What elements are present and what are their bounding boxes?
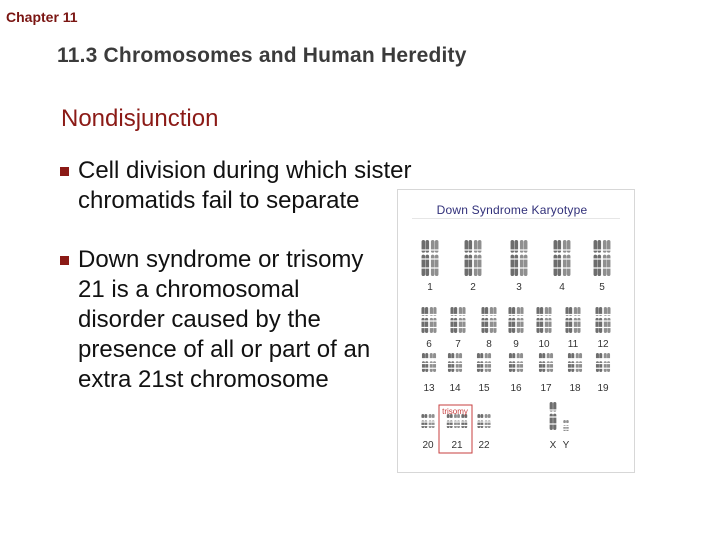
chromosome (568, 353, 575, 372)
trisomy-label: trisomy (442, 407, 468, 416)
karyotype-label-13: 13 (423, 383, 435, 394)
chromosome (477, 414, 484, 428)
chromosome (446, 414, 453, 428)
chromosome-pair-9 (508, 307, 524, 333)
chromosome (602, 240, 611, 276)
chromosome (450, 307, 458, 333)
chromosome (562, 240, 571, 276)
karyotype-label-9: 9 (513, 339, 519, 350)
karyotype-label-19: 19 (597, 383, 609, 394)
chromosome (575, 353, 582, 372)
chromosome-pair-17 (539, 353, 554, 372)
chromosome-pair-22 (477, 414, 491, 428)
karyotype-label-7: 7 (455, 339, 461, 350)
slide-title: 11.3 Chromosomes and Human Heredity (57, 44, 467, 67)
slide-subtitle: Nondisjunction (61, 105, 219, 132)
karyotype-label-6: 6 (426, 339, 432, 350)
chromosome (481, 307, 489, 333)
chromosome (448, 353, 455, 372)
chromosome (421, 240, 430, 276)
karyotype-label-16: 16 (510, 383, 522, 394)
chromosome (508, 307, 516, 333)
chromosome (484, 414, 491, 428)
bullet-nondisjunction (60, 156, 420, 216)
chromosome (565, 307, 573, 333)
karyotype-label-Y: Y (562, 440, 570, 451)
chromosome-pair-11 (565, 307, 581, 333)
chromosome (536, 307, 544, 333)
chromosome (509, 353, 516, 372)
karyotype-label-3: 3 (516, 282, 522, 293)
chromosome (519, 240, 528, 276)
karyotype-label-5: 5 (599, 282, 605, 293)
karyotype-label-4: 4 (559, 282, 565, 293)
chromosome (421, 414, 428, 428)
bullet-text: Down syndrome or trisomy 21 is a chromosomal disorder caused by the presence of all or part of an extra 21st chromosome (78, 246, 371, 393)
karyotype-label-8: 8 (486, 339, 492, 350)
karyotype-label-22: 22 (478, 440, 490, 451)
bullet-text: Cell division during which sister chromatids fail to separate (78, 157, 412, 214)
karyotype-figure (397, 189, 635, 473)
chromosome (458, 307, 466, 333)
chromosome (454, 414, 461, 428)
chromosome-pair-13 (422, 353, 437, 372)
karyotype-drawing (398, 190, 634, 472)
chromosome-pair-18 (568, 353, 583, 372)
chromosome-pair-15 (477, 353, 492, 372)
chromosome (422, 353, 429, 372)
chromosome (429, 353, 436, 372)
chromosome (593, 240, 602, 276)
chromosome-y (563, 420, 569, 431)
karyotype-label-18: 18 (569, 383, 581, 394)
bullet-marker (60, 256, 69, 265)
karyotype-label-2: 2 (470, 282, 476, 293)
karyotype-title: Down Syndrome Karyotype (436, 203, 588, 217)
karyotype-label-X: X (549, 440, 557, 451)
chromosome (455, 353, 462, 372)
chapter-label: Chapter 11 (6, 9, 78, 25)
karyotype-label-15: 15 (478, 383, 490, 394)
chromosome (539, 353, 546, 372)
chromosome (603, 307, 611, 333)
chromosome (429, 307, 437, 333)
chromosome-pair-3 (510, 240, 528, 276)
chromosome (510, 240, 519, 276)
chromosome-pair-8 (481, 307, 497, 333)
chromosome-pair-19 (596, 353, 611, 372)
chromosome (516, 307, 524, 333)
chromosome-pair-4 (553, 240, 571, 276)
chromosome (430, 240, 439, 276)
chromosome (603, 353, 610, 372)
chromosome-pair-16 (509, 353, 524, 372)
chromosome (461, 414, 468, 428)
chromosome (477, 353, 484, 372)
chromosome (546, 353, 553, 372)
bullet-down-syndrome (60, 245, 380, 395)
chromosome (489, 307, 497, 333)
chromosome-pair-10 (536, 307, 552, 333)
chromosome (573, 307, 581, 333)
chromosome (595, 307, 603, 333)
karyotype-label-14: 14 (449, 383, 461, 394)
chromosome-pair-2 (464, 240, 482, 276)
chromosome-pair-5 (593, 240, 611, 276)
chromosome (553, 240, 562, 276)
chromosome (516, 353, 523, 372)
chromosome-pair-1 (421, 240, 439, 276)
chromosome-pair-6 (421, 307, 437, 333)
chromosome (428, 414, 435, 428)
chromosome (596, 353, 603, 372)
chromosome (421, 307, 429, 333)
chromosome-pair-21 (446, 414, 467, 428)
chromosome-pair-7 (450, 307, 466, 333)
karyotype-label-12: 12 (597, 339, 609, 350)
karyotype-label-10: 10 (538, 339, 550, 350)
chromosome (484, 353, 491, 372)
bullet-marker (60, 167, 69, 176)
karyotype-label-17: 17 (540, 383, 552, 394)
karyotype-label-11: 11 (567, 339, 579, 350)
karyotype-label-1: 1 (427, 282, 433, 293)
chromosome (464, 240, 473, 276)
chromosome (473, 240, 482, 276)
chromosome-pair-20 (421, 414, 435, 428)
karyotype-label-20: 20 (422, 440, 434, 451)
chromosome-pair-14 (448, 353, 463, 372)
chromosome (544, 307, 552, 333)
chromosome-pair-12 (595, 307, 611, 333)
chromosome-x (549, 402, 557, 430)
karyotype-label-21: 21 (451, 440, 463, 451)
